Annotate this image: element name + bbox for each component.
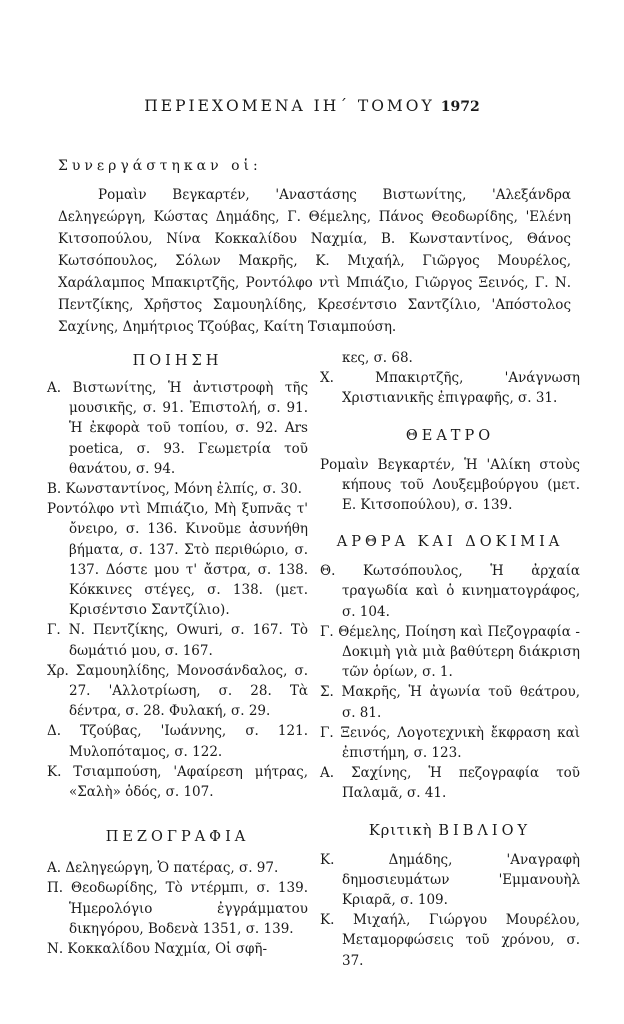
list-item: Δ. Τζούβας, 'Ιωάννης, σ. 121. Μυλοπόταμος, σ. 122. bbox=[47, 723, 308, 760]
right-column bbox=[320, 348, 580, 971]
list-item: Κ. Μιχαήλ, Γιώργου Μουρέλου, Μεταμορφώσεις τοῦ χρόνου, σ. 37. bbox=[320, 912, 580, 969]
list-item: Α. Δεληγεώργη, Ὁ πατέρας, σ. 97. bbox=[47, 860, 279, 877]
volume-year: 1972 bbox=[440, 99, 480, 115]
page-title bbox=[0, 97, 624, 115]
list-item: Ροντόλφο ντὶ Μπιάζιο, Μὴ ξυπνᾶς τ' ὄνειρο, σ. 136. Κινοῦμε ἀσυνήθη βήματα, σ. 137. Στὸ περιθώριο, σ. 137. Δόστε μου τ' ἄστρα, σ. 138. Κόκκινες στέγες, σ. 138. (μετ. Κρισέντσιο Σαντζίλιο). bbox=[47, 501, 308, 619]
list-item: Β. Κωνσταντίνος, Μόνη ἐλπίς, σ. 30. bbox=[47, 481, 302, 498]
list-item: Σ. Μακρῆς, Ἡ ἀγωνία τοῦ θεάτρου, σ. 81. bbox=[320, 684, 580, 721]
list-item: Κ. Δημάδης, 'Αναγραφὴ δημοσιευμάτων 'Εμμανουὴλ Κριαρᾶ, σ. 109. bbox=[320, 851, 580, 909]
list-item: Κ. Τσιαμπούση, 'Αφαίρεση μήτρας, «Σαλὴ» ὁδός, σ. 107. bbox=[47, 763, 308, 801]
list-item: Χ. Μπακιρτζῆς, 'Ανάγνωση Χριστιανικῆς ἐπιγραφῆς, σ. 31. bbox=[320, 370, 580, 407]
list-item: Χρ. Σαμουηλίδης, Μονοσάνδαλος, σ. 27. 'Αλλοτρίωση, σ. 28. Τὰ δέντρα, σ. 28. Φυλακή, σ. 29. bbox=[47, 662, 308, 720]
section-heading-poiisi: ΠΟΙΗΣΗ bbox=[132, 353, 223, 369]
contributors-list: Ρομαὶν Βεγκαρτέν, 'Αναστάσης Βιστωνίτης, 'Αλεξάνδρα Δεληγεώργη, Κώστας Δημάδης, Γ. Θέμελης, Πάνος Θεοδωρίδης, 'Ελένη Κιτσοπούλου, Νίνα Κοκκαλίδου Ναχμία, Β. Κωνσταντίνος, Θάνος Κωτσόπουλος, Σόλων Μακρῆς, Κ. Μιχαήλ, Γιῶργος Μουρέλος, Χαράλαμπος Μπακιρτζῆς, Ροντόλφο ντὶ Μπιάζιο, Γιῶργος Ξεινός, Γ. Ν. Πεντζίκης, Χρῆστος Σαμουηλίδης, Κρεσέντσιο Σαντζίλιο, 'Απόστολος Σαχίνης, Δημήτριος Τζούβας, Καίτη Τσιαμπούση. bbox=[58, 187, 571, 335]
section-heading-pezografia: ΠΕΖΟΓΡΑΦΙΑ bbox=[105, 829, 250, 846]
contributors-heading: Συνεργάστηκαν οἱ: bbox=[58, 158, 262, 174]
section-heading-arthra: ΑΡΘΡΑ ΚΑΙ ΔΟΚΙΜΙΑ bbox=[336, 534, 564, 551]
kritiki-prefix: Κριτικὴ bbox=[368, 822, 433, 839]
kritiki-main: ΒΙΒΛΙΟΥ bbox=[438, 822, 532, 839]
list-item: Π. Θεοδωρίδης, Τὸ ντέρμπι, σ. 139. Ἡμερολόγιο ἐγγράμματου δικηγόρου, Βοδενὰ 1351, σ. 139. bbox=[47, 880, 308, 937]
left-column bbox=[47, 348, 308, 959]
title-text: ΠΕΡΙΕΧΟΜΕΝΑ ΙΗ΄ ΤΟΜΟΥ bbox=[144, 97, 435, 115]
list-item: Θ. Κωτσόπουλος, Ἡ ἀρχαία τραγωδία καὶ ὁ κινηματογράφος, σ. 104. bbox=[320, 563, 580, 620]
list-item: Γ. Θέμελης, Ποίηση καὶ Πεζογραφία - Δοκιμὴ γιὰ μιὰ βαθύτερη διάκριση τῶν ὁρίων, σ. 1. bbox=[320, 623, 580, 681]
section-heading-theatro: ΘΕΑΤΡΟ bbox=[405, 427, 495, 444]
list-item: Α. Σαχίνης, Ἡ πεζογραφία τοῦ Παλαμᾶ, σ. 41. bbox=[320, 765, 580, 802]
list-item-continuation: κες, σ. 68. bbox=[342, 350, 413, 366]
section-heading-kritiki bbox=[320, 818, 580, 844]
list-item: Ρομαὶν Βεγκαρτέν, Ἡ 'Αλίκη στοὺς κήπους τοῦ Λουξεμβούργου (μετ. Ε. Κιτσοπούλου), σ. 139. bbox=[320, 456, 580, 514]
list-item: Α. Βιστωνίτης, Ἡ ἀντιστροφὴ τῆς μουσικῆς, σ. 91. Ἐπιστολή, σ. 91. Ἡ ἐκφορὰ τοῦ τοπίου, σ. 92. Ars poetica, σ. 93. Γεωμετρία τοῦ θανάτου, σ. 94. bbox=[47, 380, 308, 477]
list-item: Γ. Ξεινός, Λογοτεχνικὴ ἔκφραση καὶ ἐπιστήμη, σ. 123. bbox=[320, 724, 580, 762]
list-item: Ν. Κοκκαλίδου Ναχμία, Οἱ σφῆ- bbox=[47, 941, 268, 958]
list-item: Γ. Ν. Πεντζίκης, Owuri, σ. 167. Τὸ δωμάτιό μου, σ. 167. bbox=[47, 622, 308, 659]
